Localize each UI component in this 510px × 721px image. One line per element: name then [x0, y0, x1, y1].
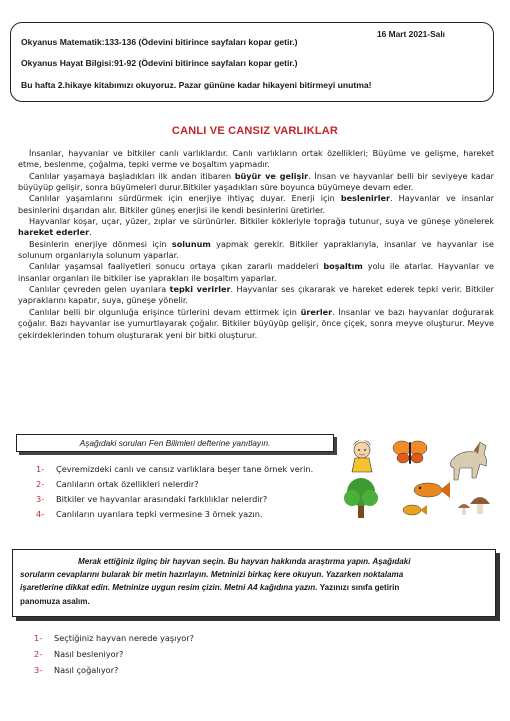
text-run: Canlılar çevreden gelen uyarılara [29, 284, 170, 295]
horse-icon [450, 442, 486, 480]
key-term: tepki verirler [169, 284, 231, 295]
question-text: Bitkiler ve hayvanlar arasındaki farklılıklar nelerdir? [56, 493, 268, 504]
text-run: Hayvanlar koşar, uçar, yüzer, zıplar ve sürünürler. Bitkiler kökleriyle toprağa tutunur, suya ve güneşe yönelerek [29, 216, 494, 227]
text-run: Canlılar belli bir olgunluğa erişince türlerini devam ettirmek için [29, 306, 301, 317]
question-item [34, 665, 194, 681]
research-box [12, 549, 496, 617]
text-run: Canlılar yaşamaya başladıkları ilk andan itibaren [29, 170, 235, 181]
questions-box-title: Aşağıdaki soruları Fen Bilimleri defterine yanıtlayın. [79, 438, 271, 448]
question-number: 2- [34, 649, 43, 659]
question-text: Nasıl besleniyor? [54, 649, 124, 659]
body-paragraph [18, 216, 494, 239]
text-run: . Hayvanlar ve insanlar besinlerini dışarıdan alır. Bitkiler güneş enerjisi ile kendi besinlerini üretirler. [18, 193, 494, 215]
research-line-part: işaretlerine dikkat edin. Metninize uygun resim çizin. Metni A4 kağıdına yazın. [20, 583, 318, 593]
text-run: Canlılar yaşamlarını sürdürmek için enerjiye ihtiyaç duyar. Enerji için [29, 193, 341, 204]
body-paragraph [18, 148, 494, 171]
text-run: . Hayvanlar ses çıkararak ve hareket ederek tepki verir. Bitkiler yapraklarını kapatır, suya, güneşe yönelir. [18, 284, 494, 306]
living-things-illustration [340, 430, 500, 522]
key-term: solunum [171, 238, 211, 249]
date-label: 16 Mart 2021-Salı [377, 29, 445, 39]
research-line [20, 581, 487, 594]
question-item [34, 649, 194, 665]
fish-icon [403, 482, 450, 515]
question-item [36, 464, 346, 479]
question-item [36, 479, 346, 494]
research-line-extra: Yazınızı sınıfa getirin [319, 583, 400, 593]
question-text: Canlıların uyarılara tepki vermesine 3 örnek yazın. [56, 508, 263, 519]
mushroom-icon [458, 497, 490, 515]
body-paragraph [18, 193, 494, 216]
question-number: 1- [34, 633, 43, 643]
question-item [36, 494, 346, 509]
question-number: 1- [36, 464, 45, 474]
text-run: İnsanlar, hayvanlar ve bitkiler canlı varlıklardır. Canlı varlıkların ortak özellikleri; Büyüme ve gelişme, hareket etme, beslenme, çoğalma, tepki verme ve boşaltım yapmadır. [18, 148, 494, 170]
research-line: panomuza asalım. [20, 596, 90, 606]
question-list [36, 464, 346, 524]
key-term: boşaltım [323, 261, 363, 272]
body-paragraph [18, 261, 494, 284]
body-text [18, 148, 494, 341]
header-box [10, 22, 494, 102]
key-term: büyür ve gelişir [234, 170, 309, 181]
question-item [34, 633, 194, 649]
question-item [36, 509, 346, 524]
key-term: beslenirler [340, 193, 391, 204]
page-title: CANLI VE CANSIZ VARLIKLAR [171, 125, 339, 137]
body-paragraph [18, 284, 494, 307]
question-number: 2- [36, 478, 45, 489]
question-number: 3- [34, 665, 43, 675]
question-number: 3- [36, 493, 45, 504]
text-run: . İnsanlar ve bazı hayvanlar doğurarak çoğalır. Bazı hayvanlar ise yumurtlayarak çoğalır. Bitkiler büyüyüp gelişir, önce çiçek, sonra meyve oluşturur. Meyve çekirdeklerinden tohum oluşturarak yeni bir bitki oluşturur. [18, 306, 494, 340]
animal-question-list [34, 633, 194, 681]
body-paragraph [18, 307, 494, 341]
text-run: Canlılar yaşamsal faaliyetleri sonucu ortaya çıkan zararlı maddeleri [29, 261, 324, 272]
key-term: hareket ederler [18, 227, 90, 238]
reading-note: Bu hafta 2.hikaye kitabımızı okuyoruz. Pazar gününe kadar hikayeni bitirmeyi unutma! [21, 80, 372, 90]
homework-life-science: Okyanus Hayat Bilgisi:91-92 (Ödevini bitirince sayfaları kopar getir.) [21, 58, 298, 68]
tree-icon [344, 478, 378, 518]
questions-box [16, 434, 334, 452]
text-run: . İnsan ve hayvanlar belli bir seviyeye kadar büyüyüp gelişir, sonra büyümeleri durur.Bitkiler yaşadıkları süre boyunca büyümeye devam eder. [18, 170, 494, 193]
question-text: Nasıl çoğalıyor? [54, 665, 119, 675]
homework-math: Okyanus Matematik:133-136 (Ödevini bitirince sayfaları kopar getir.) [21, 37, 298, 47]
butterfly-icon [393, 441, 427, 464]
research-line: soruların cevaplarını bularak bir metin hazırlayın. Metninizi birkaç kere okuyun. Yazarken noktalama [20, 570, 404, 580]
research-line: Merak ettiğiniz ilginç bir hayvan seçin. Bu hayvan hakkında araştırma yapın. Aşağıdaki [78, 557, 411, 566]
key-term: ürerler [300, 306, 333, 317]
text-run: . [89, 227, 92, 238]
girl-icon [352, 440, 372, 472]
question-text: Seçtiğiniz hayvan nerede yaşıyor? [54, 633, 195, 643]
text-run: yolu ile atarlar. Hayvanlar ve insanlar organları ile bitkiler ise yaprakları ile boşaltım yaparlar. [18, 261, 494, 283]
research-text [20, 555, 487, 608]
question-number: 4- [36, 508, 45, 519]
text-run: Besinlerin enerjiye dönmesi için [29, 238, 172, 249]
body-paragraph [18, 171, 494, 194]
question-text: Canlıların ortak özellikleri nelerdir? [56, 478, 199, 489]
question-text: Çevremizdeki canlı ve cansız varlıklara beşer tane örnek verin. [56, 464, 314, 474]
body-paragraph [18, 239, 494, 262]
text-run: yapmak gerekir. Bitkiler yapraklarıyla, insanlar ve hayvanlar ise solunum organlarıyla solunum yaparlar. [18, 238, 494, 261]
